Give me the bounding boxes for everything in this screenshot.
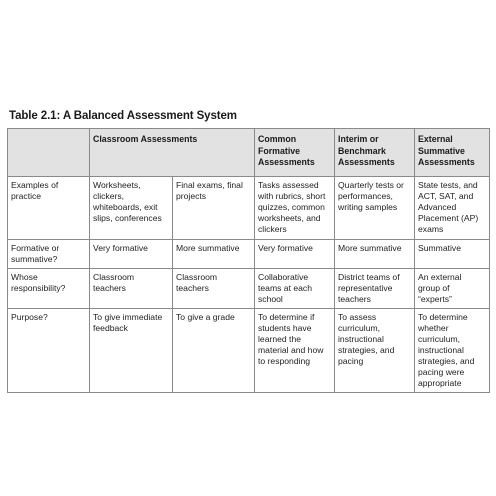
- header-classroom-assessments: Classroom Assessments: [90, 129, 255, 177]
- cell-classroom-formative: Worksheets, clickers, whiteboards, exit slips, conferences: [90, 177, 173, 240]
- cell-common-formative: Very formative: [255, 240, 335, 269]
- cell-interim: Quarterly tests or performances, writing samples: [335, 177, 415, 240]
- header-interim-benchmark-assessments: Interim or Benchmark Assessments: [335, 129, 415, 177]
- row-label-purpose: Purpose?: [8, 309, 90, 393]
- cell-classroom-summative: Classroom teachers: [173, 269, 255, 309]
- cell-external: An external group of “experts”: [415, 269, 490, 309]
- table-title: Table 2.1: A Balanced Assessment System: [9, 110, 237, 122]
- row-label-examples: Examples of practice: [8, 177, 90, 240]
- table-row: [8, 240, 490, 269]
- cell-common-formative: Tasks assessed with rubrics, short quizzes, common worksheets, and clickers: [255, 177, 335, 240]
- cell-external: Summative: [415, 240, 490, 269]
- table-row: [8, 269, 490, 309]
- cell-classroom-summative: More summative: [173, 240, 255, 269]
- table-row: [8, 309, 490, 393]
- header-corner-cell: [8, 129, 90, 177]
- balanced-assessment-table: [7, 128, 490, 393]
- cell-interim: More summative: [335, 240, 415, 269]
- table-row: [8, 177, 490, 240]
- cell-classroom-summative: Final exams, final projects: [173, 177, 255, 240]
- header-row: [8, 129, 490, 177]
- cell-classroom-summative: To give a grade: [173, 309, 255, 393]
- row-label-formative-or-summative: Formative or summative?: [8, 240, 90, 269]
- cell-classroom-formative: To give immediate feedback: [90, 309, 173, 393]
- cell-interim: To assess curriculum, instructional strategies, and pacing: [335, 309, 415, 393]
- cell-external: To determine whether curriculum, instructional strategies, and pacing were appropriate: [415, 309, 490, 393]
- cell-interim: District teams of representative teachers: [335, 269, 415, 309]
- cell-common-formative: Collaborative teams at each school: [255, 269, 335, 309]
- cell-classroom-formative: Classroom teachers: [90, 269, 173, 309]
- header-external-summative-assessments: External Summative Assessments: [415, 129, 490, 177]
- cell-external: State tests, and ACT, SAT, and Advanced Placement (AP) exams: [415, 177, 490, 240]
- cell-common-formative: To determine if students have learned the material and how to responding: [255, 309, 335, 393]
- header-common-formative-assessments: Common Formative Assessments: [255, 129, 335, 177]
- cell-classroom-formative: Very formative: [90, 240, 173, 269]
- row-label-whose-responsibility: Whose responsibility?: [8, 269, 90, 309]
